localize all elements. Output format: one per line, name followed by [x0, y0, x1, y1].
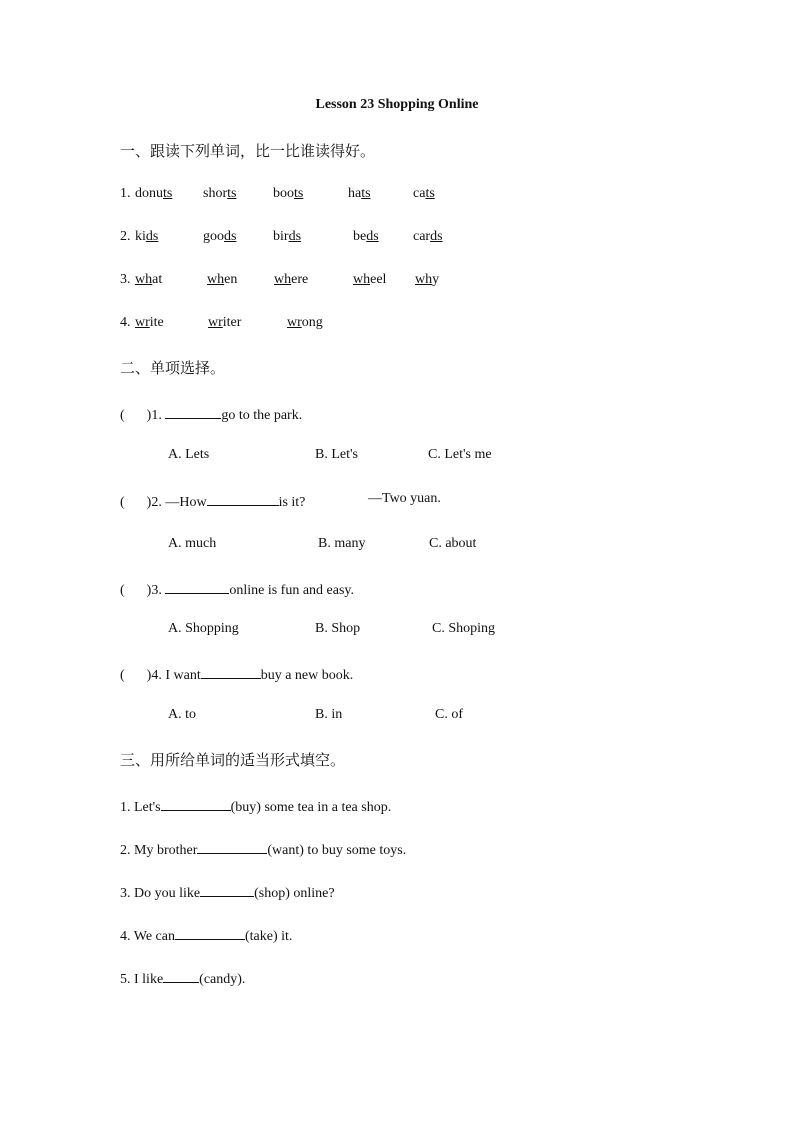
answer-blank[interactable] [165, 404, 221, 419]
choice-option[interactable]: B. Let's [315, 447, 358, 462]
fill-in-item: 1. Let's (buy) some tea in a tea shop. [120, 796, 391, 816]
fill-blank[interactable] [200, 882, 254, 897]
phonics-word: beds [353, 229, 379, 244]
phonics-word: writer [208, 315, 242, 330]
page-title: Lesson 23 Shopping Online [315, 97, 479, 112]
underlined-letters: wr [208, 315, 223, 330]
row-number: 2. [120, 229, 131, 244]
choice-option[interactable]: C. Let's me [428, 447, 492, 462]
choice-option[interactable]: A. to [168, 707, 196, 722]
choice-option[interactable]: A. much [168, 536, 217, 551]
choice-option[interactable]: B. in [315, 707, 343, 722]
choice-option[interactable]: C. Shoping [432, 621, 496, 636]
section1-heading: 一、跟读下列单词，比一比谁读得好。 [120, 142, 376, 160]
fill-in-item: 2. My brother (want) to buy some toys. [120, 839, 406, 859]
answer-paren[interactable]: ( [120, 583, 125, 598]
phonics-word: when [207, 272, 238, 287]
phonics-word: kids [135, 229, 159, 244]
answer-blank[interactable] [207, 491, 279, 506]
phonics-word: why [415, 272, 440, 287]
phonics-word: cards [413, 229, 443, 244]
underlined-letters: wr [135, 315, 150, 330]
underlined-letters: ds [430, 229, 443, 244]
fill-blank[interactable] [161, 796, 231, 811]
phonics-word: where [274, 272, 309, 287]
underlined-letters: wh [207, 272, 225, 287]
question-stem: ( )4. I want buy a new book. [120, 664, 353, 684]
choice-option[interactable]: B. Shop [315, 621, 361, 636]
fill-blank[interactable] [197, 839, 267, 854]
choice-option[interactable]: A. Shopping [168, 621, 239, 636]
question-stem: ( )3. online is fun and easy. [120, 579, 354, 599]
answer-paren[interactable]: ( [120, 668, 125, 683]
row-number: 3. [120, 272, 131, 287]
question-stem: ( )1. go to the park. [120, 404, 302, 424]
underlined-letters: ts [425, 186, 435, 201]
phonics-word: birds [273, 229, 302, 244]
fill-blank[interactable] [163, 968, 199, 983]
underlined-letters: wh [415, 272, 433, 287]
underlined-letters: ts [294, 186, 304, 201]
section2-heading: 二、单项选择。 [120, 359, 226, 377]
phonics-word: hats [348, 186, 371, 201]
answer-blank[interactable] [201, 664, 261, 679]
row-number: 1. [120, 186, 131, 201]
underlined-letters: ts [361, 186, 371, 201]
underlined-letters: ts [163, 186, 173, 201]
choice-option[interactable]: A. Lets [168, 447, 210, 462]
question-stem: ( )2. —How is it? [120, 491, 305, 511]
phonics-word: wrong [287, 315, 323, 330]
question-answer-text: —Two yuan. [368, 491, 441, 506]
phonics-word: wheel [353, 272, 387, 287]
row-number: 4. [120, 315, 131, 330]
phonics-word: shorts [203, 186, 237, 201]
underlined-letters: wr [287, 315, 302, 330]
underlined-letters: wh [274, 272, 292, 287]
fill-in-item: 4. We can (take) it. [120, 925, 292, 945]
phonics-word: write [135, 315, 164, 330]
underlined-letters: ds [145, 229, 159, 244]
phonics-word: goods [203, 229, 237, 244]
choice-option[interactable]: B. many [318, 536, 366, 551]
phonics-word: donuts [135, 186, 173, 201]
phonics-word: what [135, 272, 163, 287]
answer-paren[interactable]: ( [120, 408, 125, 423]
section3-heading: 三、用所给单词的适当形式填空。 [120, 751, 346, 769]
underlined-letters: ds [366, 229, 379, 244]
phonics-word: boots [273, 186, 304, 201]
choice-option[interactable]: C. of [435, 707, 463, 722]
phonics-word: cats [413, 186, 435, 201]
choice-option[interactable]: C. about [429, 536, 477, 551]
underlined-letters: ds [288, 229, 302, 244]
underlined-letters: wh [135, 272, 153, 287]
answer-blank[interactable] [165, 579, 229, 594]
underlined-letters: wh [353, 272, 371, 287]
underlined-letters: ts [227, 186, 237, 201]
underlined-letters: ds [224, 229, 237, 244]
fill-in-item: 5. I like (candy). [120, 968, 245, 988]
fill-in-item: 3. Do you like (shop) online? [120, 882, 335, 902]
answer-paren[interactable]: ( [120, 495, 125, 510]
fill-blank[interactable] [175, 925, 245, 940]
